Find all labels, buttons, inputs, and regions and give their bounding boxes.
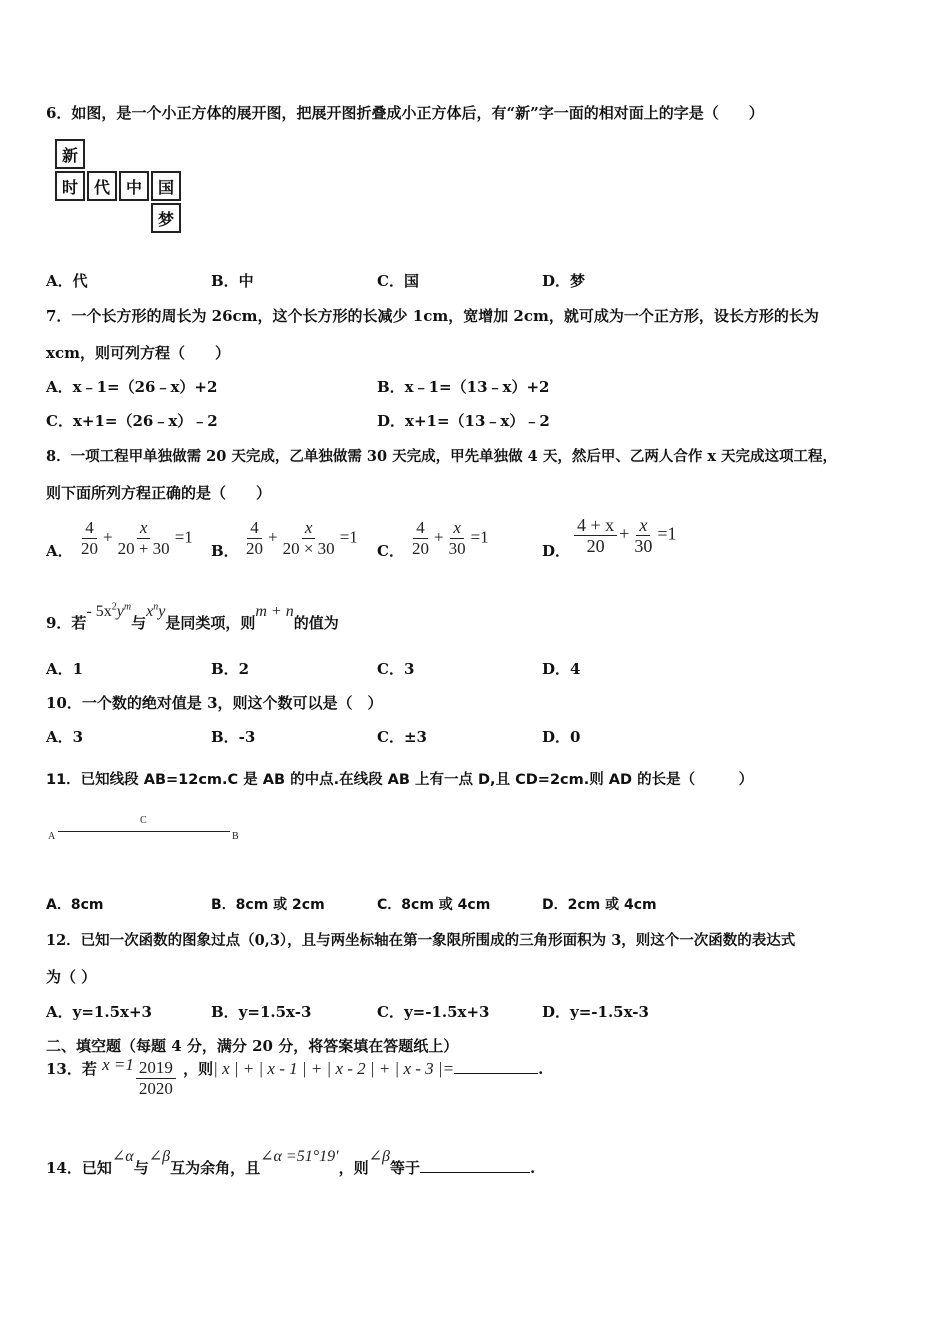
q12-stem-line1: 12．已知一次函数的图象过点（0,3），且与两坐标轴在第一象限所围成的三角形面积为 3，则这个一次函数的表达式 [46,932,796,949]
numerator: 4 + x [574,515,617,536]
q14-mid1: 与 [133,1159,149,1177]
q14-mid3: ，则 [338,1159,369,1177]
q10-option-b[interactable]: B．-3 [211,728,256,746]
fraction [136,1058,176,1099]
numerator: 4 [413,518,428,539]
q13-prefix: 13．若 [46,1059,97,1078]
fraction [280,518,338,559]
q10-option-c[interactable]: C．±3 [377,728,427,746]
numerator: x [450,518,464,539]
fraction [243,518,266,559]
q9-option-a[interactable]: A．1 [46,660,84,678]
q7-option-a[interactable]: A．x﹣1=（26﹣x）+2 [46,378,218,396]
q7-option-d[interactable]: D．x+1=（13﹣x）﹣2 [377,412,550,430]
rhs: =1 [657,523,677,544]
q14-alpha-eq: ∠α =51°19′ [260,1148,339,1165]
q8-option-c-equation[interactable] [407,518,489,559]
q9-stem [46,600,339,634]
q14-stem [46,1145,535,1181]
q13-suffix: . [538,1059,544,1078]
q8-option-d-label[interactable]: D． [542,542,571,560]
q6-option-a[interactable]: A．代 [46,272,88,290]
q11-option-c[interactable]: C．8cm 或 4cm [377,897,491,913]
q9-expr: m + n [255,603,294,620]
numerator: x [302,518,316,539]
denominator: 20 [586,536,605,556]
q14-alpha: ∠α [111,1148,134,1165]
q9-option-d[interactable]: D．4 [542,660,581,678]
q14-prefix: 14．已知 [46,1159,112,1177]
fraction [574,515,617,556]
segment-line [58,831,230,832]
point-a-label: A [48,831,56,842]
operator: + [619,523,630,544]
q8-option-b-label[interactable]: B． [211,542,239,560]
denominator: 30 [448,539,466,558]
q12-option-a[interactable]: A．y=1.5x+3 [46,1003,152,1021]
q12-option-d[interactable]: D．y=-1.5x-3 [542,1003,649,1021]
rhs: =1 [174,527,193,547]
fraction [115,518,173,559]
denominator: 30 [634,536,653,556]
q8-option-a-label[interactable]: A． [46,542,73,560]
numerator: x [636,515,650,536]
denominator: 20 [246,539,263,558]
fraction [631,515,655,556]
q9-suffix: 的值为 [293,614,339,632]
segment-figure [48,815,248,845]
q13-answer-blank[interactable] [454,1073,538,1074]
q12-stem-line2: 为（ ） [46,968,97,986]
q13-expr: | x | + | x - 1 | + | x - 2 | + | x - 3 |= [213,1058,455,1078]
fraction [409,518,432,559]
denominator: 2020 [138,1079,173,1098]
q6-option-c[interactable]: C．国 [377,272,419,290]
q8-stem-line2: 则下面所列方程正确的是（ ） [46,484,272,502]
q14-beta: ∠β [148,1148,171,1165]
q13-mid: ，则 [183,1059,214,1078]
fraction [446,518,469,559]
q11-option-a[interactable]: A．8cm [46,897,104,913]
fraction [78,518,101,559]
q6-option-b[interactable]: B．中 [211,272,254,290]
q9-term1: - $5x^2y^m$ [86,601,132,620]
q7-option-b[interactable]: B．x﹣1=（13﹣x）+2 [377,378,550,396]
q9-mid2: 是同类项，则 [165,614,256,632]
q14-mid4: 等于 [389,1159,420,1177]
net-cell-row-2: 代 [87,171,117,201]
q11-stem: 11．已知线段 AB=12cm.C 是 AB 的中点.在线段 AB 上有一点 D,且 CD=2cm.则 AD 的长是（ ） [46,772,754,788]
q9-prefix: 9．若 [46,614,87,632]
q9-option-b[interactable]: B．2 [211,660,250,678]
point-b-label: B [232,831,239,842]
denominator: 20 [81,539,98,558]
q8-option-a-equation[interactable] [76,518,193,559]
q12-option-b[interactable]: B．y=1.5x-3 [211,1003,312,1021]
q6-stem: 6．如图，是一个小正方体的展开图，把展开图折叠成小正方体后，有“新”字一面的相对面上的字是（ ） [46,104,764,122]
q14-beta2: ∠β [368,1148,390,1165]
net-cell-bottom: 梦 [151,203,181,233]
denominator: 20 + 30 [117,539,170,558]
q7-option-c[interactable]: C．x+1=（26﹣x）﹣2 [46,412,218,430]
q12-option-c[interactable]: C．y=-1.5x+3 [377,1003,490,1021]
numerator: x [137,518,151,539]
rhs: =1 [339,527,358,547]
rhs: =1 [470,527,489,547]
q13-stem [46,1054,544,1106]
q14-answer-blank[interactable] [420,1172,530,1173]
q7-stem-line1: 7．一个长方形的周长为 26cm，这个长方形的长减少 1cm，宽增加 2cm，就可成为一个正方形，设长方形的长为 [46,307,819,325]
operator: + [434,527,444,547]
operator: + [268,527,278,547]
denominator: 20 [412,539,429,558]
q10-option-d[interactable]: D．0 [542,728,581,746]
q10-option-a[interactable]: A．3 [46,728,84,746]
q8-option-c-label[interactable]: C． [377,542,404,560]
numerator: 2019 [136,1058,176,1079]
net-cell-row-1: 时 [55,171,85,201]
q11-option-d[interactable]: D．2cm 或 4cm [542,897,657,913]
q8-option-b-equation[interactable] [241,518,358,559]
point-c-label: C [140,815,147,826]
q7-stem-line2: xcm，则可列方程（ ） [46,344,230,362]
numerator: 4 [247,518,262,539]
q9-mid: 与 [131,614,147,632]
q9-term2: $x^ny$ [146,601,166,620]
q11-option-b[interactable]: B．8cm 或 2cm [211,897,325,913]
q9-option-c[interactable]: C．3 [377,660,415,678]
operator: + [103,527,113,547]
section-title-fill-in: 二、填空题（每题 4 分，满分 20 分，将答案填在答题纸上） [46,1037,459,1055]
net-cell-row-4: 国 [151,171,181,201]
q6-option-d[interactable]: D．梦 [542,272,586,290]
net-cell-row-3: 中 [119,171,149,201]
denominator: 20 × 30 [282,539,335,558]
q10-stem: 10．一个数的绝对值是 3，则这个数可以是（ ） [46,694,383,712]
q14-suffix: . [530,1159,536,1177]
net-cell-top: 新 [55,139,85,169]
numerator: 4 [82,518,97,539]
q8-option-d-equation[interactable] [572,515,676,556]
q14-mid2: 互为余角，且 [170,1159,261,1177]
q8-stem-line1: 8．一项工程甲单独做需 20 天完成，乙单独做需 30 天完成，甲先单独做 4 天，然后甲、乙两人合作 x 天完成这项工程， [46,448,838,465]
q13-x-value: x =1 $\frac{2019}{2020}$ [102,1058,178,1099]
